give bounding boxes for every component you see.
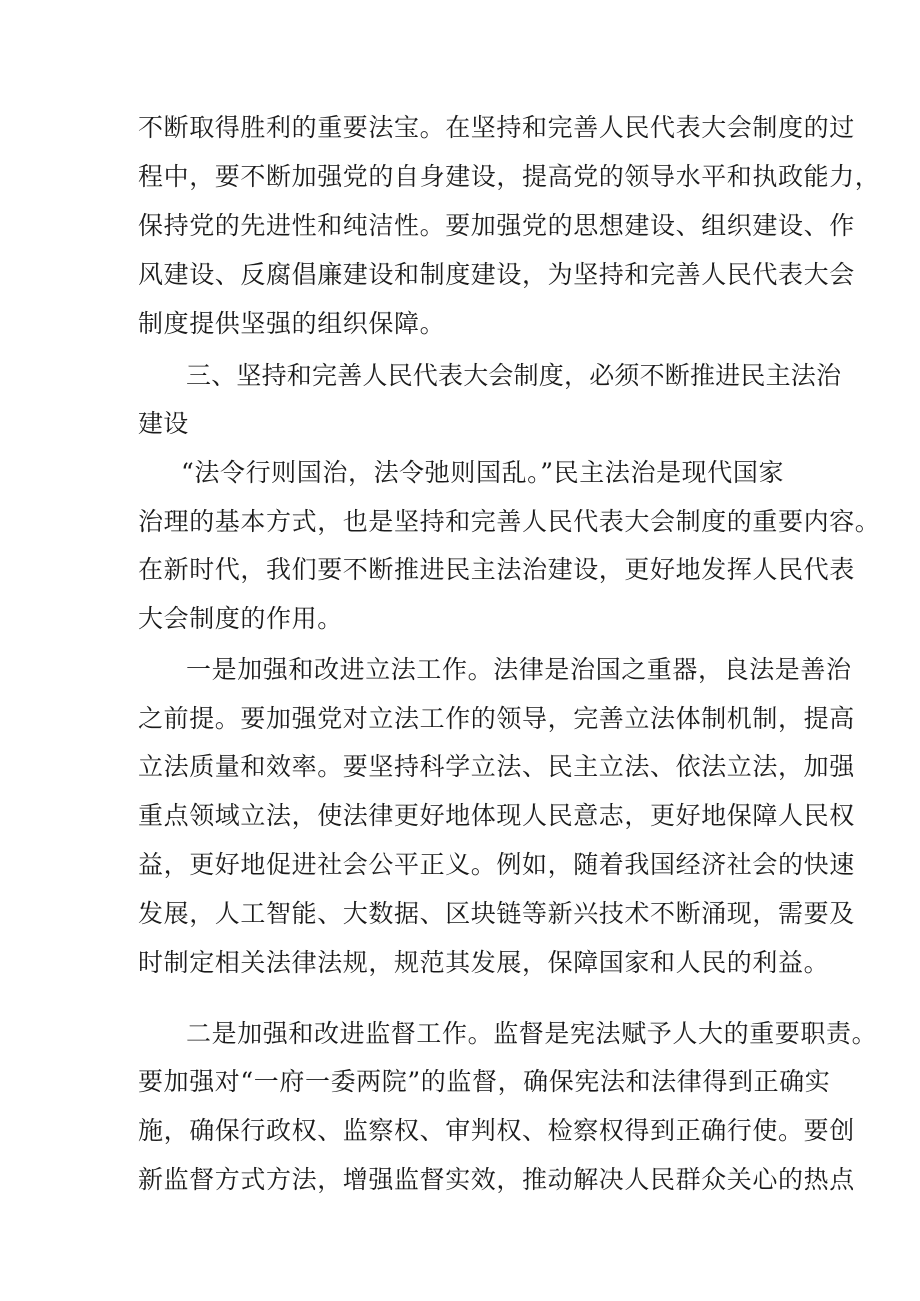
paragraph-line: 不断取得胜利的重要法宝。在坚持和完善人民代表大会制度的过 bbox=[138, 113, 855, 142]
paragraph-line: 要加强对“一府一委两院”的监督，确保宪法和法律得到正确实 bbox=[138, 1067, 831, 1096]
paragraph-line: 保持党的先进性和纯洁性。要加强党的思想建设、组织建设、作 bbox=[138, 211, 855, 240]
paragraph-line: 立法质量和效率。要坚持科学立法、民主立法、依法立法，加强 bbox=[138, 752, 855, 781]
paragraph-line: 重点领域立法，使法律更好地体现人民意志，更好地保障人民权 bbox=[138, 801, 855, 830]
paragraph-line: 治理的基本方式，也是坚持和完善人民代表大会制度的重要内容。 bbox=[138, 507, 881, 536]
paragraph-line: 二是加强和改进监督工作。监督是宪法赋予人大的重要职责。 bbox=[186, 1019, 878, 1048]
paragraph-line: 在新时代，我们要不断推进民主法治建设，更好地发挥人民代表 bbox=[138, 555, 855, 584]
section-heading: 建设 bbox=[138, 409, 189, 438]
paragraph-line: 之前提。要加强党对立法工作的领导，完善立法体制机制，提高 bbox=[138, 704, 855, 733]
paragraph-line: 程中，要不断加强党的自身建设，提高党的领导水平和执政能力， bbox=[138, 162, 881, 191]
section-heading: 三、坚持和完善人民代表大会制度，必须不断推进民主法治 bbox=[186, 361, 842, 390]
paragraph-line: 制度提供坚强的组织保障。 bbox=[138, 309, 446, 338]
paragraph-line: 时制定相关法律法规，规范其发展，保障国家和人民的利益。 bbox=[138, 948, 830, 977]
paragraph-line: 一是加强和改进立法工作。法律是治国之重器，良法是善治 bbox=[186, 655, 852, 684]
paragraph-line: 大会制度的作用。 bbox=[138, 604, 343, 633]
paragraph-line: 新监督方式方法，增强监督实效，推动解决人民群众关心的热点 bbox=[138, 1165, 855, 1194]
paragraph-line: 发展，人工智能、大数据、区块链等新兴技术不断涌现，需要及 bbox=[138, 899, 855, 928]
paragraph-line: 施，确保行政权、监察权、审判权、检察权得到正确行使。要创 bbox=[138, 1116, 855, 1145]
paragraph-line: 益，更好地促进社会公平正义。例如，随着我国经济社会的快速 bbox=[138, 850, 855, 879]
paragraph-line: “法令行则国治，法令弛则国乱。”民主法治是现代国家 bbox=[181, 458, 785, 487]
paragraph-line: 风建设、反腐倡廉建设和制度建设，为坚持和完善人民代表大会 bbox=[138, 260, 855, 289]
